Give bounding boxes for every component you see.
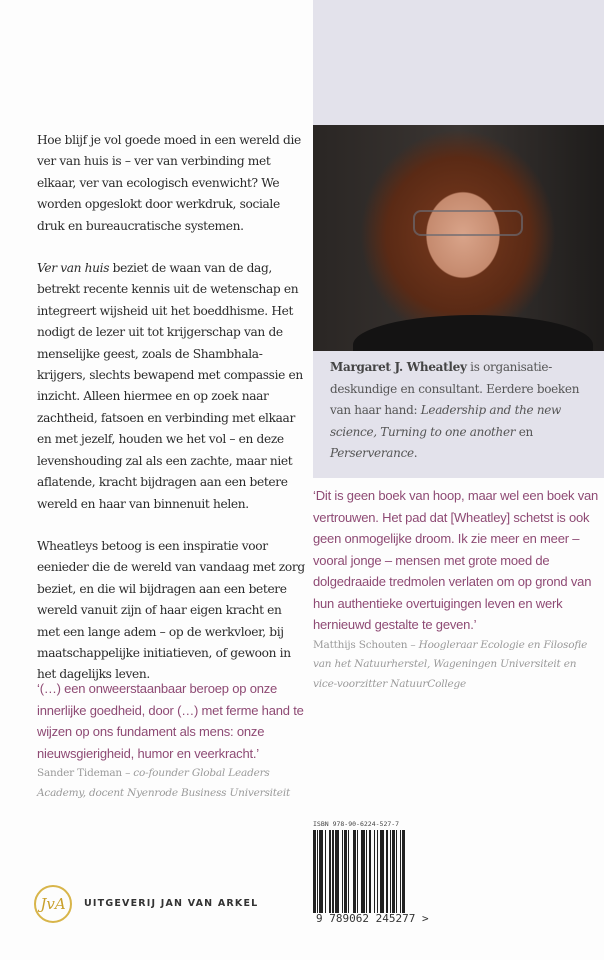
glasses-shape xyxy=(413,210,523,236)
blurb-paragraph-1: Hoe blijf je vol goede moed in een wereld die ver van huis is – ver van verbinding met elkaar, ver van ecologisch evenwicht? We worden opgeslokt door werkdruk, sociale druk en bureaucratische systemen. xyxy=(37,133,301,233)
bio-books: Leadership and the new science, Turning to one another xyxy=(330,403,562,439)
bio-book-3: Perserverance xyxy=(330,446,414,460)
quote-author: Sander Tideman xyxy=(37,767,122,779)
publisher-name: UITGEVERIJ JAN VAN ARKEL xyxy=(84,898,259,909)
publisher-logo-icon: JvA xyxy=(34,885,72,923)
author-name: Margaret J. Wheatley xyxy=(330,360,467,374)
barcode xyxy=(313,830,431,913)
quote-attribution xyxy=(37,764,312,803)
quote-role: – Hoogleraar Ecologie en Filosofie van het Natuurherstel, Wageningen Universiteit en vice-voorzitter NatuurCollege xyxy=(313,638,588,690)
author-photo xyxy=(313,125,604,351)
author-bio xyxy=(330,357,600,465)
blurb-paragraph-2 xyxy=(37,258,307,515)
blurb-paragraph-3: Wheatleys betoog is een inspiratie voor eenieder die de wereld van vandaag met zorg beziet, en die wil bijdragen aan een betere wereld vanuit zijn of haar eigen kracht en met een lange adem – op de werkvloer, bij maatschappelijke initiatieven, of gewoon in het dagelijks leven. xyxy=(37,538,305,682)
body-shape xyxy=(353,315,593,351)
isbn-label: ISBN 978-90-6224-527-7 xyxy=(313,820,400,828)
p2-body: Het nodigt de lezer uit tot krijgerschap van de menselijke geest, zoals de Shambhala-krijgers, slechts bewapend met compassie en inzicht. Alleen hiermee en op zoek naar zachtheid, fatsoen en verbinding met elkaar en met jezelf, houden we het vol – en deze levenshouding zal als een zachte, maar niet aflatende, kracht bijdragen aan een betere wereld en haar van binnenuit helen. xyxy=(37,303,303,511)
quote-tideman xyxy=(37,678,312,803)
blurb xyxy=(37,130,307,707)
bio-text-2: en xyxy=(515,424,533,439)
quote-text: ‘Dit is geen boek van hoop, maar wel een boek van vertrouwen. Het pad dat [Wheatley] schetst is ook geen onmogelijke droom. Ik zie meer en meer – vooral jonge – mensen met grote moed de dolgedraaide tredmolen verlaten om op grond van hun authentieke overtuigingen leven en werk hernieuwd gestalte te geven.’ xyxy=(313,488,599,632)
ean-number: 9 789062 245277 > xyxy=(316,912,429,925)
book-title: Ver van huis xyxy=(37,261,110,276)
bio-end: . xyxy=(413,446,418,460)
barcode-bar xyxy=(405,830,406,913)
quote-attribution xyxy=(313,636,603,695)
quote-text: ‘(…) een onweerstaanbaar beroep op onze innerlijke goedheid, door (…) met ferme hand te wijzen op ons fundament als mens: onze nieuwsgierigheid, humor en veerkracht.’ xyxy=(37,681,304,761)
p2-intro: beziet de waan van de dag, betrekt recente kennis uit de wetenschap en integreert wijsheid uit het boeddhisme. xyxy=(37,261,299,318)
quote-schouten xyxy=(313,485,603,694)
quote-author: Matthijs Schouten xyxy=(313,638,408,651)
quote-role: – co-founder Global Leaders Academy, docent Nyenrode Business Universiteit xyxy=(37,767,291,799)
bio-text: is organisatie-deskundige en consultant. Eerdere boeken van haar hand: xyxy=(330,360,580,417)
